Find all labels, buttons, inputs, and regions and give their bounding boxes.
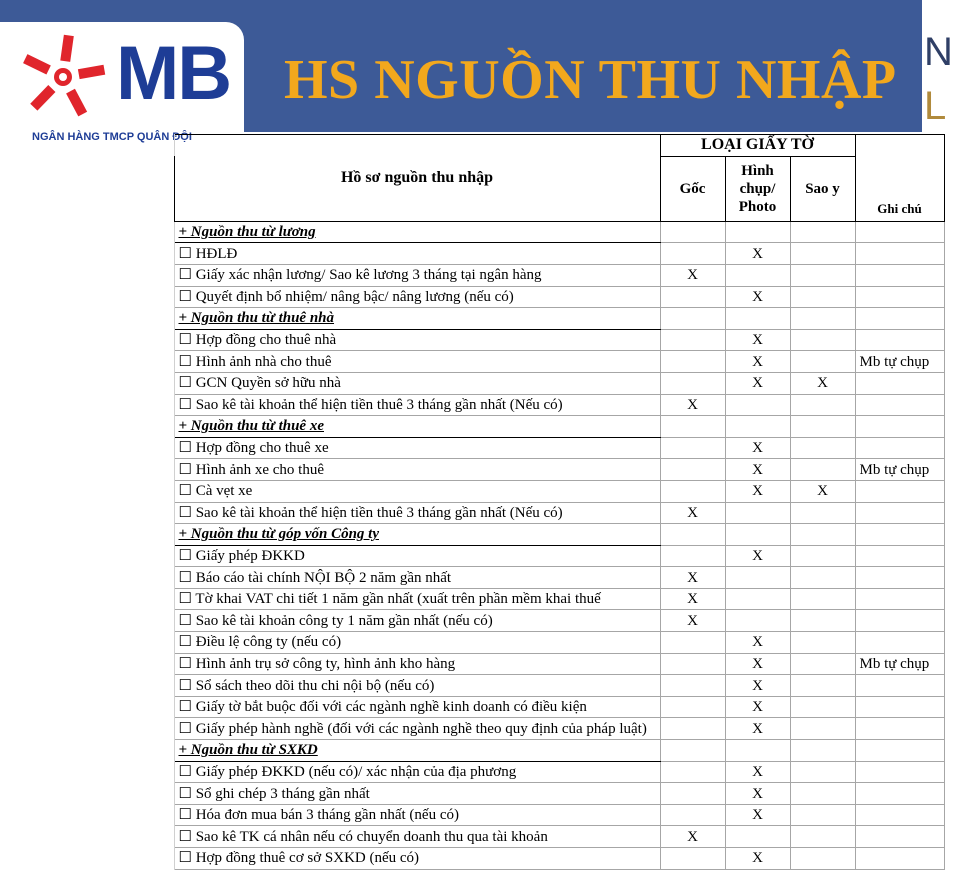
- cell-photo: [725, 826, 790, 848]
- cell-saoy: [790, 286, 855, 308]
- cell-goc: X: [660, 264, 725, 286]
- cell-goc: [660, 480, 725, 502]
- section-row: [138, 221, 944, 243]
- cell-note: Mb tự chụp: [855, 459, 944, 481]
- section-row: [138, 308, 944, 330]
- cell-goc: X: [660, 567, 725, 589]
- cell-saoy: [790, 459, 855, 481]
- cell-note: [855, 848, 944, 870]
- document-name: ☐ Sao kê tài khoản công ty 1 năm gần nhất (nếu có): [174, 610, 660, 632]
- cell-note: [855, 718, 944, 740]
- table-row: [138, 372, 944, 394]
- cell-saoy: [790, 502, 855, 524]
- cell-saoy: X: [790, 480, 855, 502]
- cell-note: [855, 480, 944, 502]
- cell-note: [855, 740, 944, 762]
- cell-saoy: [790, 718, 855, 740]
- cell-note: [855, 826, 944, 848]
- header-documents: Hồ sơ nguồn thu nhập: [174, 135, 660, 222]
- cell-note: [855, 524, 944, 546]
- cell-note: [855, 610, 944, 632]
- cell-note: [855, 437, 944, 459]
- cell-note: Mb tự chụp: [855, 653, 944, 675]
- document-name: ☐ Điều lệ công ty (nếu có): [174, 632, 660, 654]
- cell-photo: [725, 524, 790, 546]
- cell-saoy: [790, 243, 855, 265]
- cell-photo: X: [725, 437, 790, 459]
- cell-goc: [660, 437, 725, 459]
- document-name: ☐ Giấy phép ĐKKD: [174, 545, 660, 567]
- cell-photo: [725, 588, 790, 610]
- cell-photo: X: [725, 675, 790, 697]
- table-row: [138, 545, 944, 567]
- cell-goc: [660, 308, 725, 330]
- header-original: Gốc: [660, 156, 725, 221]
- document-name: ☐ Sao kê tài khoản thể hiện tiền thuê 3 tháng gần nhất (Nếu có): [174, 502, 660, 524]
- cell-saoy: [790, 696, 855, 718]
- cell-photo: X: [725, 329, 790, 351]
- cell-goc: [660, 416, 725, 438]
- cell-goc: [660, 804, 725, 826]
- cell-saoy: [790, 351, 855, 373]
- document-name: ☐ Sao kê TK cá nhân nếu có chuyển doanh thu qua tài khoản: [174, 826, 660, 848]
- cell-photo: X: [725, 351, 790, 373]
- table-row: [138, 329, 944, 351]
- cell-goc: [660, 740, 725, 762]
- cell-photo: X: [725, 459, 790, 481]
- table-row: [138, 502, 944, 524]
- document-name: ☐ Giấy phép hành nghề (đối với các ngành nghề theo quy định của pháp luật): [174, 718, 660, 740]
- document-name: ☐ Giấy tờ bắt buộc đối với các ngành nghề kinh doanh có điều kiện: [174, 696, 660, 718]
- section-row: [138, 524, 944, 546]
- cell-note: [855, 804, 944, 826]
- cell-goc: [660, 329, 725, 351]
- cell-note: [855, 394, 944, 416]
- document-name: ☐ Hợp đồng thuê cơ sở SXKD (nếu có): [174, 848, 660, 870]
- header-certified-copy: Sao y: [790, 156, 855, 221]
- cell-note: [855, 761, 944, 783]
- document-name: ☐ Báo cáo tài chính NỘI BỘ 2 năm gần nhất: [174, 567, 660, 589]
- cell-saoy: [790, 329, 855, 351]
- cell-photo: X: [725, 372, 790, 394]
- cell-goc: X: [660, 502, 725, 524]
- table-row: [138, 351, 944, 373]
- table-row: [138, 480, 944, 502]
- document-name: ☐ Hình ảnh trụ sở công ty, hình ảnh kho hàng: [174, 653, 660, 675]
- document-name: ☐ Quyết định bổ nhiệm/ nâng bậc/ nâng lương (nếu có): [174, 286, 660, 308]
- cell-photo: X: [725, 243, 790, 265]
- logo-subtext: NGÂN HÀNG TMCP QUÂN ĐỘI: [32, 131, 192, 143]
- cell-goc: [660, 459, 725, 481]
- table-row: [138, 286, 944, 308]
- document-name: ☐ Cà vẹt xe: [174, 480, 660, 502]
- cell-note: [855, 372, 944, 394]
- cell-goc: X: [660, 588, 725, 610]
- mb-star-logo-icon: [20, 34, 106, 120]
- section-title: + Nguồn thu từ góp vốn Công ty: [174, 524, 660, 546]
- document-name: ☐ Sổ sách theo dõi thu chi nội bộ (nếu có): [174, 675, 660, 697]
- cell-goc: [660, 783, 725, 805]
- cell-goc: [660, 545, 725, 567]
- section-title: + Nguồn thu từ lương: [174, 221, 660, 243]
- cell-saoy: X: [790, 372, 855, 394]
- table-row: [138, 718, 944, 740]
- table-row: [138, 632, 944, 654]
- cell-photo: [725, 221, 790, 243]
- header-note: Ghi chú: [855, 135, 944, 222]
- cell-photo: X: [725, 848, 790, 870]
- cell-saoy: [790, 545, 855, 567]
- section-row: [138, 740, 944, 762]
- cell-photo: [725, 394, 790, 416]
- table-row: [138, 761, 944, 783]
- table-row: [138, 437, 944, 459]
- header-photo: Hình chụp/ Photo: [725, 156, 790, 221]
- table-row: [138, 783, 944, 805]
- document-name: ☐ Hợp đồng cho thuê xe: [174, 437, 660, 459]
- document-name: ☐ Giấy xác nhận lương/ Sao kê lương 3 tháng tại ngân hàng: [174, 264, 660, 286]
- section-row: [138, 416, 944, 438]
- cell-saoy: [790, 308, 855, 330]
- cell-saoy: [790, 588, 855, 610]
- cell-saoy: [790, 416, 855, 438]
- cell-saoy: [790, 437, 855, 459]
- document-name: ☐ Hợp đồng cho thuê nhà: [174, 329, 660, 351]
- cell-goc: [660, 351, 725, 373]
- cell-photo: [725, 308, 790, 330]
- cell-goc: X: [660, 610, 725, 632]
- cell-saoy: [790, 740, 855, 762]
- table-row: [138, 826, 944, 848]
- cell-photo: X: [725, 545, 790, 567]
- cell-note: [855, 221, 944, 243]
- cell-note: [855, 567, 944, 589]
- cell-note: [855, 675, 944, 697]
- section-title: + Nguồn thu từ thuê xe: [174, 416, 660, 438]
- page-title: HS NGUỒN THU NHẬP: [284, 49, 897, 111]
- cell-photo: [725, 740, 790, 762]
- cell-photo: X: [725, 286, 790, 308]
- cell-photo: [725, 416, 790, 438]
- edge-letter-bottom: L: [924, 84, 947, 128]
- cell-note: Mb tự chụp: [855, 351, 944, 373]
- cell-saoy: [790, 567, 855, 589]
- table-row: [138, 675, 944, 697]
- cell-saoy: [790, 610, 855, 632]
- document-name: ☐ Sổ ghi chép 3 tháng gần nhất: [174, 783, 660, 805]
- cell-note: [855, 329, 944, 351]
- cell-goc: [660, 372, 725, 394]
- cell-goc: [660, 632, 725, 654]
- document-name: ☐ Giấy phép ĐKKD (nếu có)/ xác nhận của địa phương: [174, 761, 660, 783]
- cell-goc: [660, 221, 725, 243]
- cell-saoy: [790, 675, 855, 697]
- cell-saoy: [790, 804, 855, 826]
- cell-photo: X: [725, 653, 790, 675]
- table-row: [138, 588, 944, 610]
- cell-goc: [660, 696, 725, 718]
- cell-saoy: [790, 221, 855, 243]
- cell-goc: X: [660, 826, 725, 848]
- cell-photo: X: [725, 761, 790, 783]
- cell-saoy: [790, 653, 855, 675]
- section-title: + Nguồn thu từ SXKD: [174, 740, 660, 762]
- cell-note: [855, 545, 944, 567]
- cell-photo: X: [725, 696, 790, 718]
- cell-photo: [725, 610, 790, 632]
- table-row: [138, 848, 944, 870]
- cell-goc: [660, 675, 725, 697]
- document-name: ☐ Tờ khai VAT chi tiết 1 năm gần nhất (xuất trên phần mềm khai thuế: [174, 588, 660, 610]
- cell-goc: [660, 653, 725, 675]
- table-row: [138, 610, 944, 632]
- banner-edge: [922, 0, 953, 132]
- cell-goc: [660, 761, 725, 783]
- cell-photo: X: [725, 480, 790, 502]
- document-name: ☐ Hóa đơn mua bán 3 tháng gần nhất (nếu có): [174, 804, 660, 826]
- cell-goc: [660, 848, 725, 870]
- cell-note: [855, 243, 944, 265]
- logo-text: MB: [116, 31, 231, 116]
- table-row: [138, 567, 944, 589]
- document-name: ☐ Sao kê tài khoản thể hiện tiền thuê 3 tháng gần nhất (Nếu có): [174, 394, 660, 416]
- cell-note: [855, 696, 944, 718]
- cell-goc: X: [660, 394, 725, 416]
- table-row: [138, 804, 944, 826]
- table-row: [138, 394, 944, 416]
- income-documents-table: [138, 134, 945, 870]
- cell-note: [855, 286, 944, 308]
- cell-photo: X: [725, 783, 790, 805]
- cell-photo: X: [725, 804, 790, 826]
- cell-note: [855, 632, 944, 654]
- cell-saoy: [790, 848, 855, 870]
- cell-note: [855, 588, 944, 610]
- document-name: ☐ Hình ảnh xe cho thuê: [174, 459, 660, 481]
- cell-photo: [725, 502, 790, 524]
- cell-saoy: [790, 264, 855, 286]
- document-name: ☐ HĐLĐ: [174, 243, 660, 265]
- section-title: + Nguồn thu từ thuê nhà: [174, 308, 660, 330]
- cell-photo: [725, 264, 790, 286]
- cell-goc: [660, 286, 725, 308]
- document-name: ☐ GCN Quyền sở hữu nhà: [174, 372, 660, 394]
- cell-photo: [725, 567, 790, 589]
- cell-saoy: [790, 394, 855, 416]
- cell-goc: [660, 243, 725, 265]
- table-row: [138, 459, 944, 481]
- table-row: [138, 696, 944, 718]
- cell-saoy: [790, 783, 855, 805]
- cell-note: [855, 783, 944, 805]
- cell-saoy: [790, 524, 855, 546]
- cell-saoy: [790, 632, 855, 654]
- cell-goc: [660, 718, 725, 740]
- cell-note: [855, 502, 944, 524]
- table-row: [138, 653, 944, 675]
- cell-goc: [660, 524, 725, 546]
- cell-saoy: [790, 761, 855, 783]
- cell-photo: X: [725, 632, 790, 654]
- cell-note: [855, 264, 944, 286]
- table-row: [138, 264, 944, 286]
- header-document-type: LOẠI GIẤY TỜ: [660, 135, 855, 157]
- cell-note: [855, 416, 944, 438]
- cell-note: [855, 308, 944, 330]
- edge-letter-top: N: [924, 30, 953, 74]
- cell-saoy: [790, 826, 855, 848]
- cell-photo: X: [725, 718, 790, 740]
- document-name: ☐ Hình ảnh nhà cho thuê: [174, 351, 660, 373]
- table-row: [138, 243, 944, 265]
